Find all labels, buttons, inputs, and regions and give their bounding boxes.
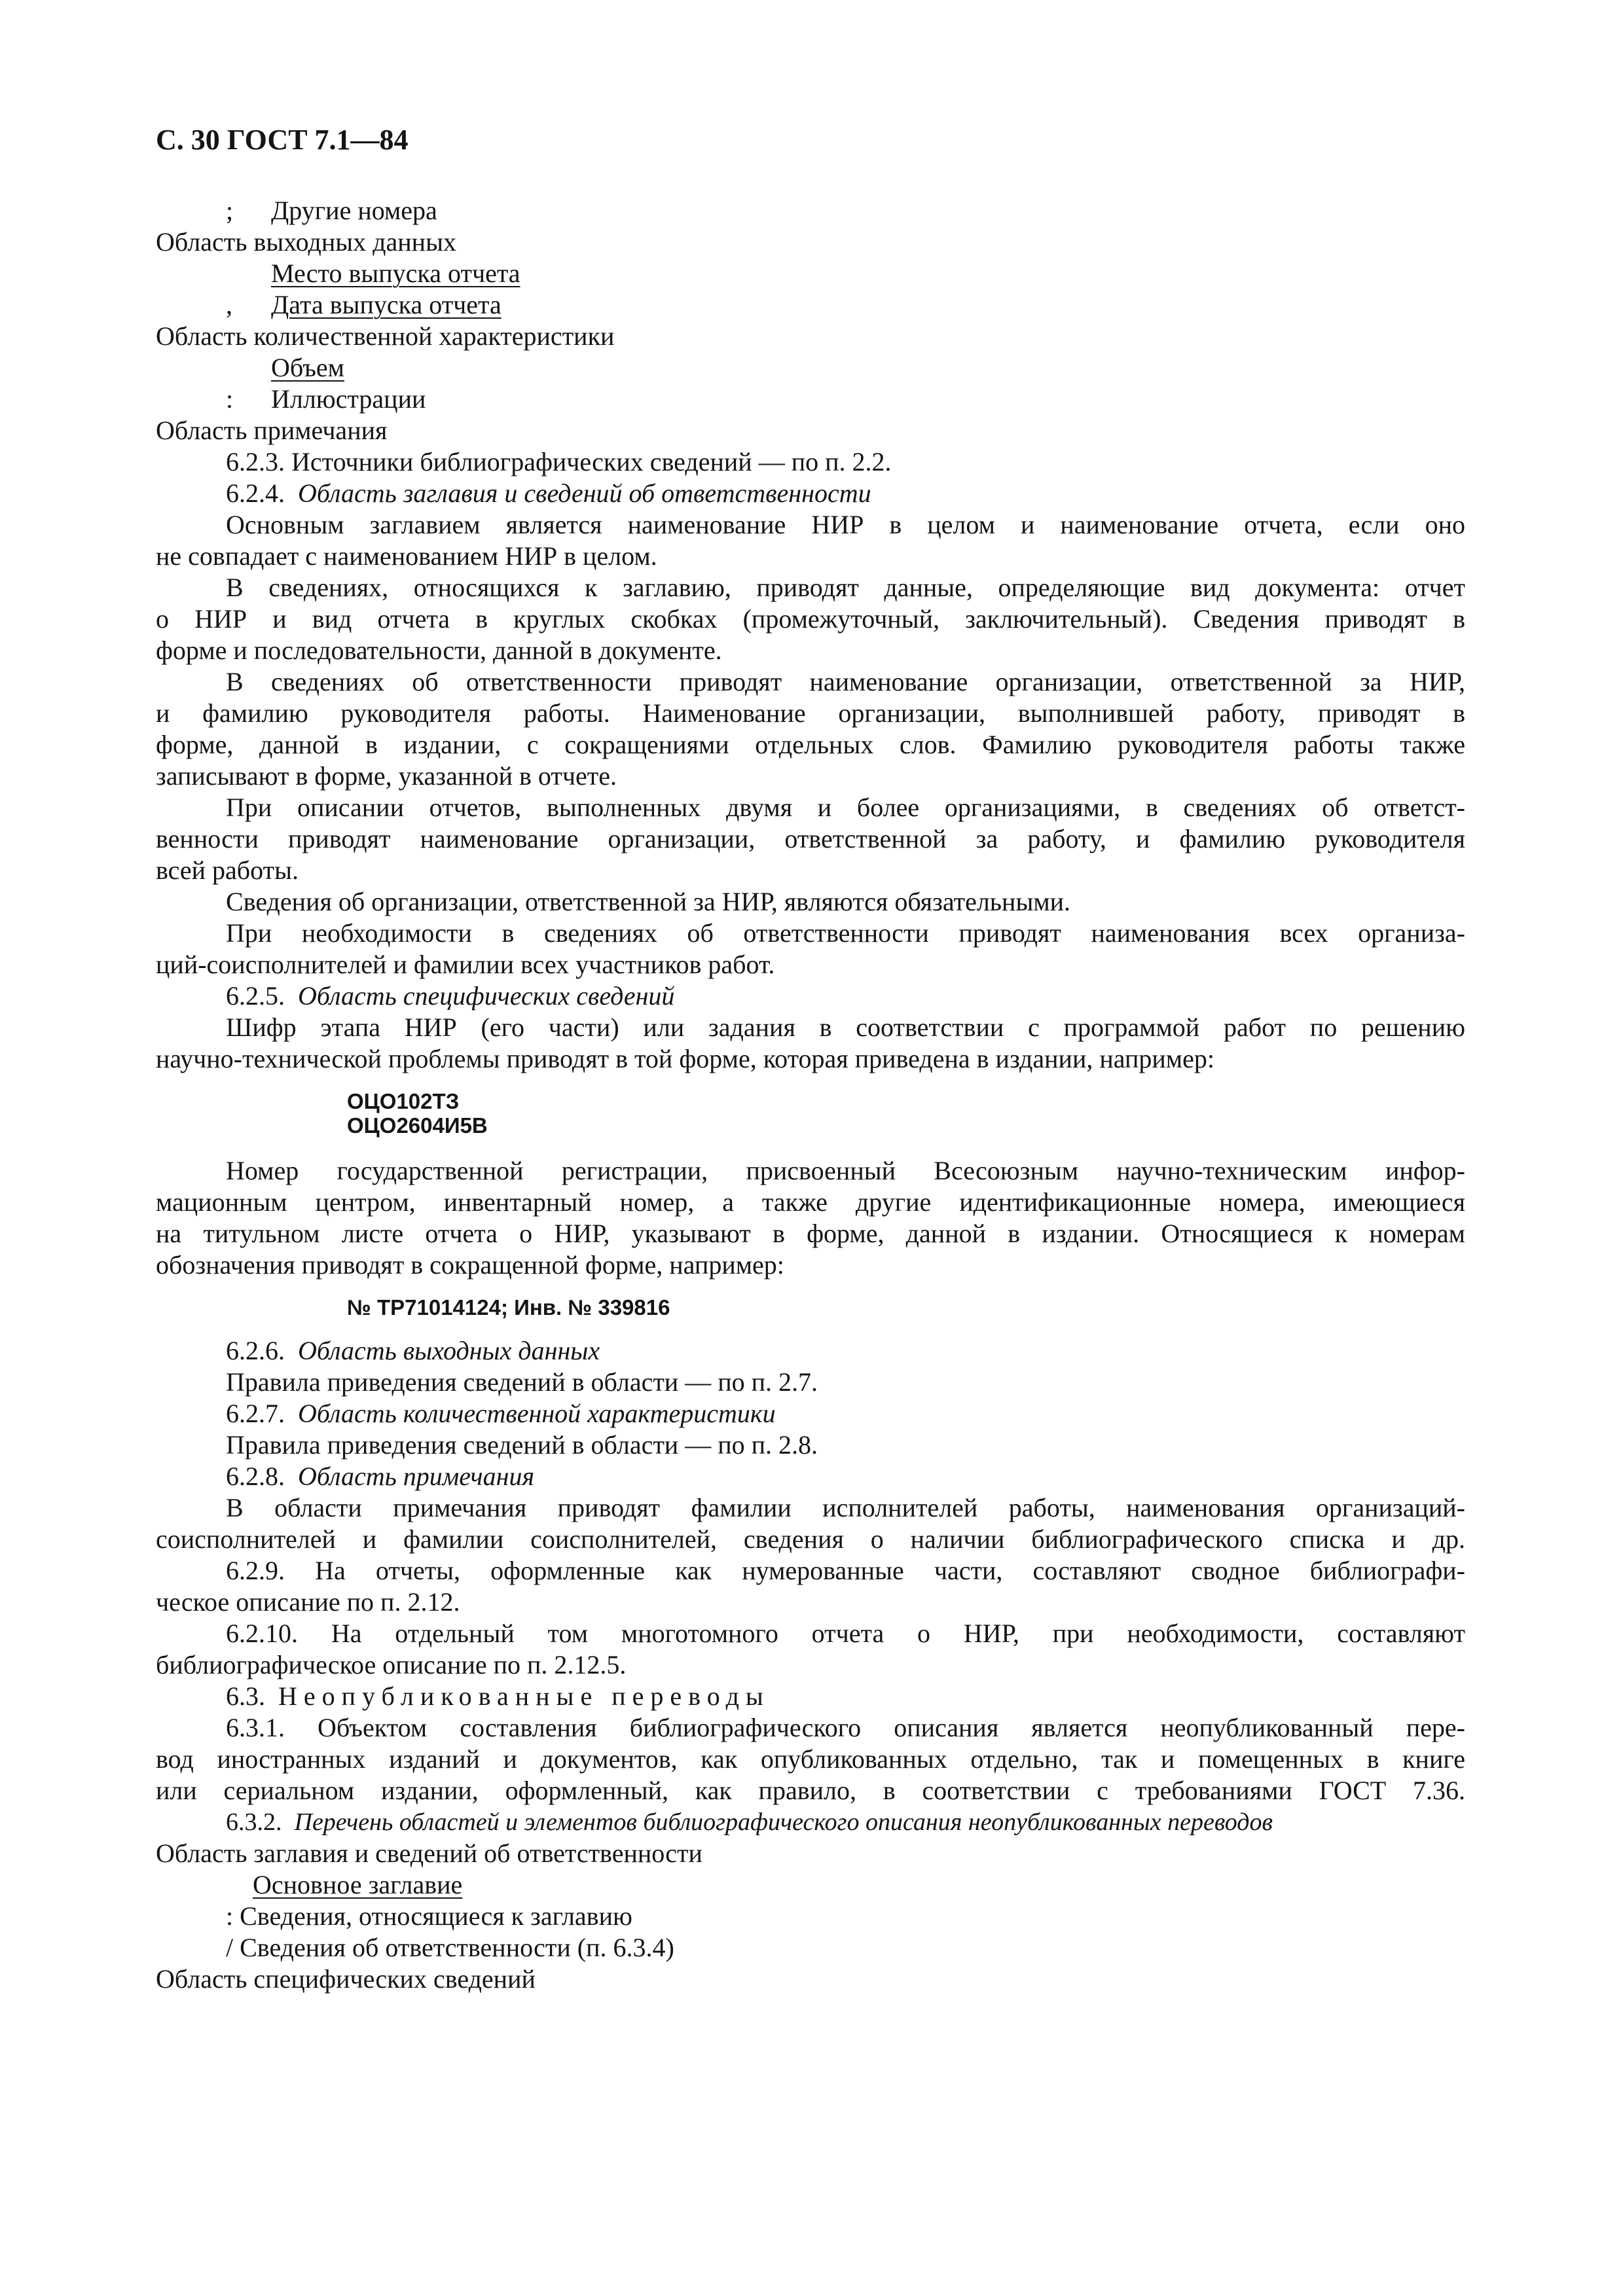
element-volume: Объем <box>271 353 344 382</box>
paragraph-line: форме, данной в издании, с сокращениями отдельных слов. Фамилию руководителя работы также <box>156 730 1465 759</box>
element-other-numbers: Другие номера <box>271 196 437 225</box>
area-specific-data: Область специфических сведений <box>156 1964 536 1994</box>
separator-colon: : <box>226 384 234 414</box>
area-quantitative: Область количественной характеристики <box>156 321 615 351</box>
paragraph-line: библиографическое описание по п. 2.12.5. <box>156 1650 627 1679</box>
page-header: С. 30 ГОСТ 7.1—84 <box>156 124 409 156</box>
element-date: Дата выпуска отчета <box>271 290 501 319</box>
paragraph-line: или сериальном издании, оформленный, как правило, в соответствии с требованиями ГОСТ 7.36. <box>156 1776 1465 1805</box>
paragraph-line: форме и последовательности, данной в документе. <box>156 636 722 665</box>
paragraph-line: 6.2.9. На отчеты, оформленные как нумерованные части, составляют сводное библиографи- <box>226 1556 1465 1585</box>
paragraph-line: на титульном листе отчета о НИР, указывают в форме, данной в издании. Относящиеся к номерам <box>156 1219 1465 1248</box>
area-imprint: Область выходных данных <box>156 227 456 257</box>
paragraph-line: В сведениях об ответственности приводят наименование организации, ответственной за НИР, <box>226 667 1465 696</box>
clause-number: 6.2.4. <box>226 478 285 508</box>
clause-title: Область примечания <box>298 1462 535 1491</box>
clause-title: Перечень областей и элементов библиографического описания неопубликованных переводов <box>294 1808 1273 1836</box>
paragraph-line: 6.2.10. На отдельный том многотомного отчета о НИР, при необходимости, составляют <box>226 1619 1465 1648</box>
element-other-title-info: : Сведения, относящиеся к заглавию <box>226 1901 632 1931</box>
paragraph-line: всей работы. <box>156 855 299 885</box>
clause-number: 6.3.2. <box>226 1808 282 1836</box>
paragraph-line: соисполнителей и фамилии соисполнителей, сведения о наличии библиографического списка и др. <box>156 1524 1465 1554</box>
paragraph-line: ческое описание по п. 2.12. <box>156 1587 460 1617</box>
paragraph-line: мационным центром, инвентарный номер, а также другие идентификационные номера, имеющиеся <box>156 1187 1465 1217</box>
clause-6-2-5 <box>226 980 674 1012</box>
clause-title: Область заглавия и сведений об ответственности <box>298 478 871 508</box>
area-notes: Область примечания <box>156 416 388 445</box>
paragraph-line: вод иностранных изданий и документов, как опубликованных отдельно, так и помещенных в книге <box>156 1744 1465 1774</box>
area-title-responsibility: Область заглавия и сведений об ответственности <box>156 1839 702 1868</box>
clause-6-2-6 <box>226 1335 600 1367</box>
section-6-3 <box>226 1681 770 1712</box>
clause-title: Область выходных данных <box>298 1336 600 1365</box>
paragraph-line: записывают в форме, указанной в отчете. <box>156 761 617 791</box>
clause-6-2-3: 6.2.3. Источники библиографических сведений — по п. 2.2. <box>226 447 892 476</box>
paragraph-line: научно-технической проблемы приводят в той форме, которая приведена в издании, например: <box>156 1044 1214 1073</box>
paragraph-line: о НИР и вид отчета в круглых скобках (промежуточный, заключительный). Сведения приводят в <box>156 604 1465 634</box>
paragraph-line: не совпадает с наименованием НИР в целом. <box>156 541 657 571</box>
clause-6-2-4 <box>226 478 871 509</box>
example-number: № ТР71014124; Инв. № 339816 <box>347 1295 670 1319</box>
clause-6-2-8 <box>226 1461 534 1492</box>
paragraph-line: венности приводят наименование организации, ответственной за работу, и фамилию руководителя <box>156 824 1465 853</box>
clause-6-2-7 <box>226 1398 776 1429</box>
clause-title: Область количественной характеристики <box>298 1399 776 1428</box>
paragraph-line: Правила приведения сведений в области — по п. 2.7. <box>226 1367 818 1397</box>
element-responsibility: / Сведения об ответственности (п. 6.3.4) <box>226 1933 674 1962</box>
paragraph-line: В сведениях, относящихся к заглавию, приводят данные, определяющие вид документа: отчет <box>226 573 1465 602</box>
paragraph-line: и фамилию руководителя работы. Наименование организации, выполнившей работу, приводят в <box>156 698 1465 728</box>
element-place: Место выпуска отчета <box>271 259 520 288</box>
clause-number: 6.2.8. <box>226 1462 285 1491</box>
paragraph-line: В области примечания приводят фамилии исполнителей работы, наименования организаций- <box>226 1493 1465 1522</box>
paragraph-line: Правила приведения сведений в области — по п. 2.8. <box>226 1430 818 1460</box>
paragraph-line: Основным заглавием является наименование НИР в целом и наименование отчета, если оно <box>226 510 1465 539</box>
clause-number: 6.2.5. <box>226 981 285 1011</box>
clause-6-3-2 <box>226 1806 1273 1838</box>
paragraph-line: При необходимости в сведениях об ответственности приводят наименования всех организа- <box>226 918 1465 948</box>
paragraph-line: ций-соисполнителей и фамилии всех участников работ. <box>156 950 775 979</box>
paragraph-line: Сведения об организации, ответственной за НИР, являются обязательными. <box>226 887 1071 916</box>
section-title: Неопубликованные переводы <box>278 1681 770 1711</box>
paragraph-line: При описании отчетов, выполненных двумя и более организациями, в сведениях об ответст- <box>226 793 1465 822</box>
paragraph-line: обозначения приводят в сокращенной форме, например: <box>156 1250 784 1280</box>
paragraph-line: Шифр этапа НИР (его части) или задания в соответствии с программой работ по решению <box>226 1013 1465 1042</box>
section-number: 6.3. <box>226 1681 265 1711</box>
element-main-title: Основное заглавие <box>253 1870 463 1899</box>
paragraph-line: Номер государственной регистрации, присвоенный Всесоюзным научно-техническим инфор- <box>226 1156 1465 1185</box>
separator-comma: , <box>226 290 232 319</box>
example-code: ОЦО102ТЗ <box>347 1089 460 1113</box>
clause-number: 6.2.6. <box>226 1336 285 1365</box>
paragraph-line: 6.3.1. Объектом составления библиографического описания является неопубликованный пере- <box>226 1713 1465 1742</box>
example-code: ОЦО2604И5В <box>347 1113 488 1138</box>
element-illustrations: Иллюстрации <box>271 384 426 414</box>
clause-number: 6.2.7. <box>226 1399 285 1428</box>
clause-title: Область специфических сведений <box>298 981 675 1011</box>
separator-semicolon: ; <box>226 196 234 225</box>
